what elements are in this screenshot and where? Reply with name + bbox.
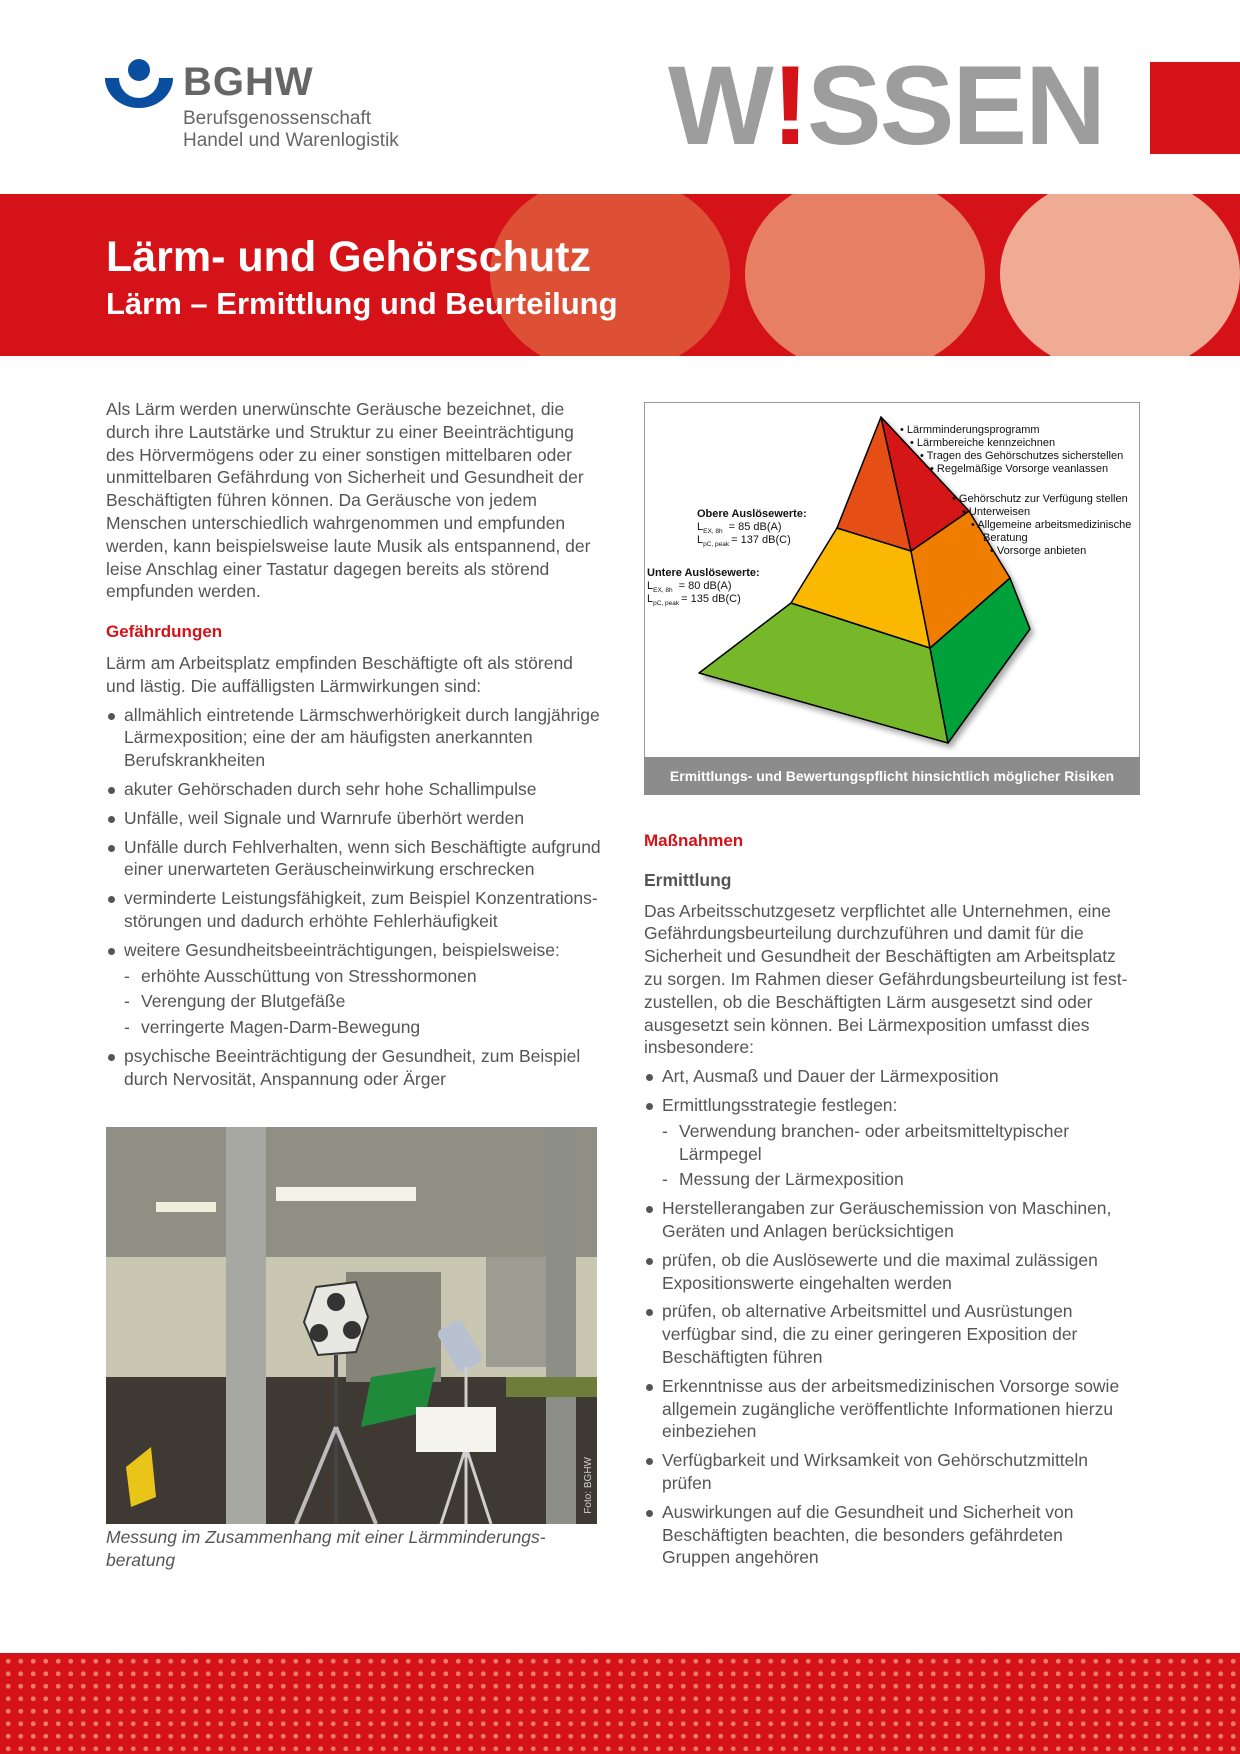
middle-measure: • Vorsorge anbieten: [990, 545, 1087, 557]
middle-measure: • Gehörschutz zur Verfügung stellen: [952, 493, 1128, 505]
photo-illustration: [106, 1127, 597, 1524]
list-item: [644, 1197, 1134, 1243]
pyramid-diagram: [645, 403, 1139, 757]
bullet-icon: [646, 1510, 653, 1517]
series-title-part-b: SSEN: [807, 43, 1105, 168]
list-item: [644, 1300, 1134, 1368]
bullet-icon: [108, 896, 115, 903]
page-subtitle: Lärm – Ermittlung und Beurteilung: [106, 286, 618, 321]
list-item: [644, 1065, 1134, 1088]
bullet-icon: [108, 816, 115, 823]
list-item: [106, 887, 606, 933]
sub-list-item-text: erhöhte Ausschüttung von Stresshormonen: [141, 965, 477, 986]
lower-lpc-value: $L_{pC, peak} = 135$ dB(C): [647, 593, 741, 607]
middle-measure: • Unterweisen: [962, 506, 1031, 518]
bghw-logo-icon: [105, 58, 173, 108]
sub-list: [662, 1120, 1134, 1191]
photo-caption: Messung im Zusammenhang mit einer Lärmminderungsberatung: [106, 1527, 546, 1570]
section-heading-gefaehrdungen: Gefährdungen: [106, 622, 223, 642]
list-item-text: Art, Ausmaß und Dauer der Lärmexposition: [662, 1066, 999, 1087]
dash-icon: -: [124, 991, 130, 1012]
bullet-icon: [108, 1054, 115, 1061]
lower-action-values-label: Untere Auslösewerte:: [647, 567, 760, 579]
left-column: [106, 398, 606, 1097]
bullet-icon: [108, 713, 115, 720]
lower-lex-value: $L_{EX, 8h} = 80$ dB(A): [647, 580, 732, 594]
list-item: [644, 1094, 1134, 1191]
bullet-icon: [646, 1309, 653, 1316]
intro-paragraph: Als Lärm werden unerwünschte Geräusche bezeichnet, die durch ihre Lautstärke und Struktur zu einer Beeinträchtigung des Hörvermögens oder zu einer sonstigen mittelbaren oder unmittelbaren Gefährdung von Sicherheit und Gesundheit der Beschäftigten führen können. Da Geräusche von jedem Menschen unterschiedlich wahrgenommen und empfunden werden, kann beispielsweise laute Musik als entspannend, der leise Anschlag einer Tastatur dagegen bereits als störend empfunden werden.: [106, 399, 591, 602]
sub-list-item: [124, 990, 606, 1013]
sub-list-item: [662, 1168, 1134, 1191]
sub-list-item-text: Messung der Lärmexposition: [679, 1169, 904, 1190]
list-item-text: allmählich eintretende Lärmschwerhörigkeit durch langjährige Lärmexposition; eine der am häufigsten anerkannten Berufskrankheiten: [124, 704, 600, 771]
list-item-text: psychische Beeinträchtigung der Gesundheit, zum Beispiel durch Nervosität, Anspannung oder Ärger: [124, 1045, 581, 1089]
list-item: [644, 1249, 1134, 1295]
series-title-part-a: W: [668, 43, 772, 168]
lower-action-values: [647, 567, 760, 607]
list-item-text: Herstellerangaben zur Geräuschemission von Maschinen, Geräten und Anlagen berücksichtigen: [662, 1198, 1112, 1241]
upper-lpc-value: $L_{pC, peak} = 137$ dB(C): [697, 534, 791, 548]
list-item-text: Erkenntnisse aus der arbeitsmedizinischen Vorsorge sowie allgemein zugängliche veröffentlichte Informationen hierzu einbeziehen: [662, 1375, 1120, 1442]
brand-square: [1150, 62, 1240, 154]
hazards-lead: Lärm am Arbeitsplatz empfinden Beschäftigte oft als störend und lästig. Die auffälligsten Lärmwirkungen sind:: [106, 652, 573, 696]
bullet-icon: [646, 1074, 653, 1081]
dash-icon: -: [662, 1120, 668, 1141]
list-item-text: Unfälle durch Fehlverhalten, wenn sich Beschäftigte aufgrund einer unerwarteten Geräuscheinwirkung erschrecken: [124, 836, 601, 880]
list-item-text: akuter Gehörschaden durch sehr hohe Schallimpulse: [124, 778, 537, 799]
middle-measure: • Allgemeine arbeitsmedizinische: [971, 519, 1132, 531]
noise-pyramid-figure: [644, 402, 1140, 758]
logo-subtitle-line-2: Handel und Warenlogistik: [183, 130, 399, 151]
sub-list-item-text: verringerte Magen-Darm-Bewegung: [141, 1017, 421, 1038]
list-item: [644, 1501, 1134, 1569]
list-item-text: prüfen, ob die Auslösewerte und die maximal zulässigen Expositionswerte eingehalten werden: [662, 1249, 1098, 1293]
list-item-text: verminderte Leistungsfähigkeit, zum Beispiel Konzentrationsstörungen und dadurch erhöhte Fehlerhäufigkeit: [124, 888, 598, 931]
measures-intro: Das Arbeitsschutzgesetz verpflichtet alle Unternehmen, eine Gefährdungsbeurteilung durchzuführen und damit für die Sicherheit und Gesundheit der Beschäftigten am Arbeitsplatz zu sorgen. Im Rahmen dieser Gefährdungsbeurteilung ist festzustellen, ob die Beschäftigten Lärm ausgesetzt sind oder ausgesetzt sein können. Bei Lärmexposition umfasst dies insbesondere:: [644, 900, 1128, 1058]
sub-list-item-text: Verengung der Blutgefäße: [141, 991, 346, 1012]
logo-subtitle: [183, 108, 399, 152]
list-item: [106, 807, 606, 830]
right-column: [644, 830, 1134, 1575]
sub-list: [124, 965, 606, 1039]
banner-circle: [745, 194, 985, 356]
list-item: [106, 704, 606, 772]
list-item-text: Ermittlungsstrategie festlegen:: [662, 1094, 898, 1115]
top-measure: • Lärmminderungsprogramm: [900, 424, 1040, 436]
figure-caption: Ermittlungs- und Bewertungspflicht hinsichtlich möglicher Risiken: [644, 757, 1140, 795]
middle-measure: Beratung: [983, 532, 1028, 544]
bullet-icon: [646, 1384, 653, 1391]
bullet-icon: [108, 787, 115, 794]
section-heading-massnahmen: Maßnahmen: [644, 831, 744, 850]
measures-list: [644, 1065, 1134, 1569]
measurement-photo: [106, 1127, 597, 1524]
footer-dot-pattern: [0, 1653, 1240, 1754]
logo-subtitle-line-1: Berufsgenossenschaft: [183, 108, 372, 129]
sub-list-item: [662, 1120, 1134, 1166]
list-item-text: Auswirkungen auf die Gesundheit und Sicherheit von Beschäftigten beachten, die besonders gefährdeten Gruppen angehören: [662, 1501, 1074, 1568]
series-title-wissen: [668, 43, 1105, 168]
list-item-text: Verfügbarkeit und Wirksamkeit von Gehörschutzmitteln prüfen: [662, 1450, 1089, 1493]
logo-name: BGHW: [183, 60, 314, 104]
page-title: Lärm- und Gehörschutz: [106, 233, 591, 281]
bullet-icon: [646, 1206, 653, 1213]
series-title-exclamation: !: [771, 43, 808, 168]
hazards-list: [106, 704, 606, 1091]
top-measure: • Tragen des Gehörschutzes sicherstellen: [920, 450, 1124, 462]
sub-list-item: [124, 965, 606, 988]
list-item: [106, 1045, 606, 1091]
dash-icon: -: [662, 1169, 668, 1190]
sub-list-item: [124, 1016, 606, 1039]
bullet-icon: [646, 1458, 653, 1465]
sub-list-item-text: Verwendung branchen- oder arbeitsmitteltypischer Lärmpegel: [679, 1120, 1070, 1164]
bullet-icon: [646, 1103, 653, 1110]
list-item: [106, 939, 606, 1039]
list-item: [644, 1375, 1134, 1443]
list-item: [644, 1449, 1134, 1495]
top-measures: [900, 424, 1123, 475]
bullet-icon: [108, 948, 115, 955]
top-measure: • Regelmäßige Vorsorge veanlassen: [930, 463, 1109, 475]
upper-action-values: [697, 508, 807, 548]
dash-icon: -: [124, 1017, 130, 1038]
list-item-text: prüfen, ob alternative Arbeitsmittel und Ausrüstungen verfügbar sind, die zu einer geringeren Exposition der Beschäftigten führen: [662, 1301, 1078, 1367]
bullet-icon: [108, 845, 115, 852]
list-item-text: weitere Gesundheitsbeeinträchtigungen, beispielsweise:: [124, 939, 560, 960]
subheading-ermittlung: Ermittlung: [644, 869, 732, 890]
upper-lex-value: $L_{EX, 8h} = 85$ dB(A): [697, 521, 782, 535]
top-measure: • Lärmbereiche kennzeichnen: [910, 437, 1056, 449]
photo-credit: Foto: BGHW: [583, 1457, 594, 1514]
bullet-icon: [646, 1258, 653, 1265]
list-item: [106, 778, 606, 801]
upper-action-values-label: Obere Auslösewerte:: [697, 508, 807, 520]
banner-circle: [1000, 194, 1240, 356]
dash-icon: -: [124, 965, 130, 986]
list-item-text: Unfälle, weil Signale und Warnrufe überhört werden: [124, 807, 525, 828]
list-item: [106, 836, 606, 882]
